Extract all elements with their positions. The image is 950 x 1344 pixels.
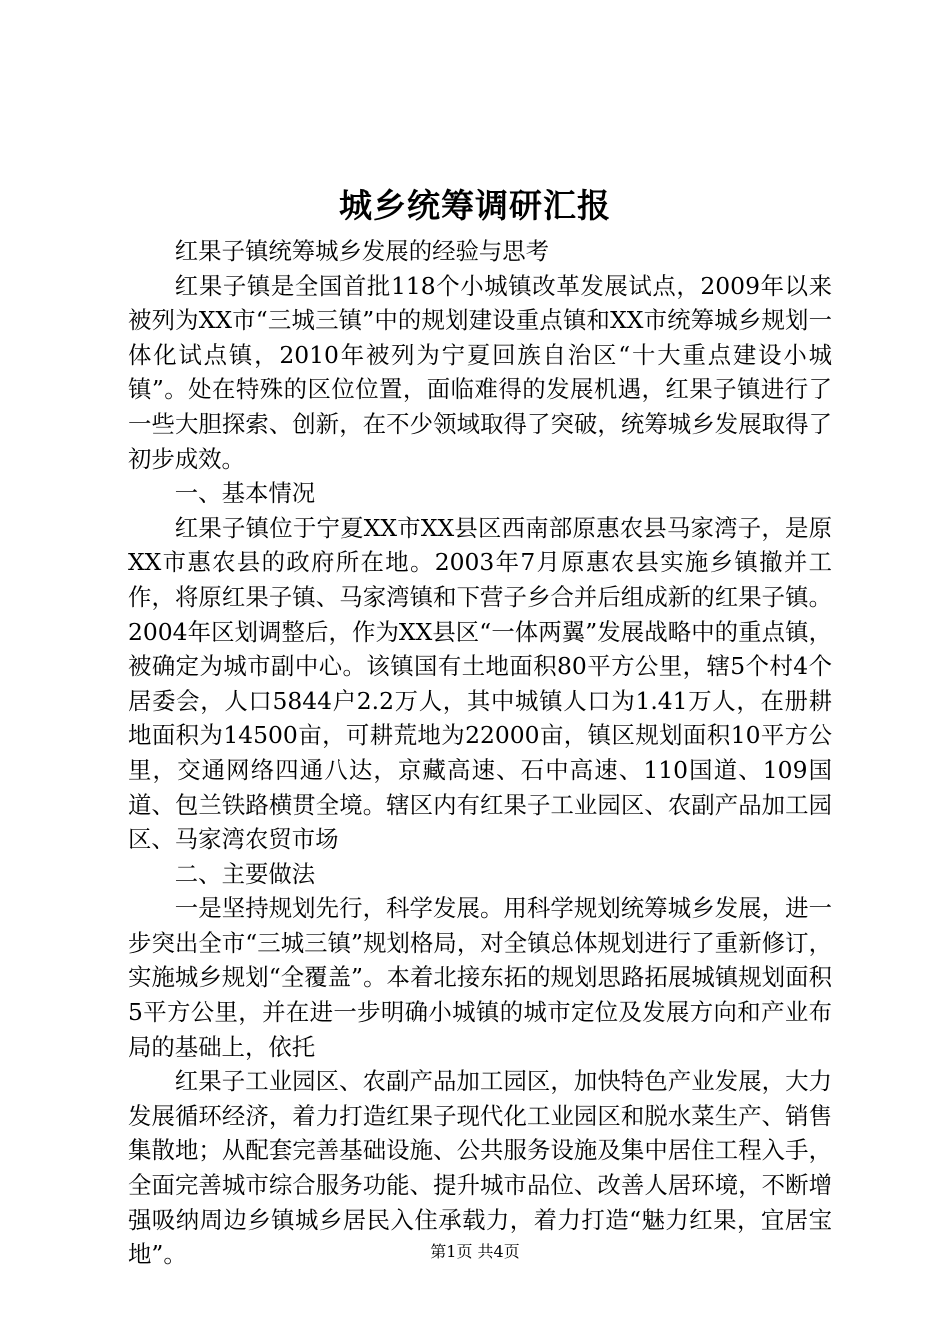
intro-paragraph: 红果子镇是全国首批118个小城镇改革发展试点，2009年以来被列为XX市“三城三镇”中的规划建设重点镇和XX市统筹城乡规划一体化试点镇，2010年被列为宁夏回族自治区“十大重点建设小城镇”。处在特殊的区位位置，面临难得的发展机遇，红果子镇进行了一些大胆探索、创新，在不少领域取得了突破，统筹城乡发展取得了初步成效。 xyxy=(128,271,832,473)
page-footer: 第1页 共4页 xyxy=(430,1242,520,1261)
basic-info-paragraph: 红果子镇位于宁夏XX市XX县区西南部原惠农县马家湾子，是原XX市惠农县的政府所在地。2003年7月原惠农县实施乡镇撤并工作，将原红果子镇、马家湾镇和下营子乡合并后组成新的红果子镇。2004年区划调整后，作为XX县区“一体两翼”发展战略中的重点镇，被确定为城市副中心。该镇国有土地面积80平方公里，辖5个村4个居委会，人口5844户2.2万人，其中城镇人口为1.41万人，在册耕地面积为14500亩，可耕荒地为22000亩，镇区规划面积10平方公里，交通网络四通八达，京藏高速、石中高速、110国道、109国道、包兰铁路横贯全境。辖区内有红果子工业园区、农副产品加工园区、马家湾农贸市场 xyxy=(128,513,832,854)
section-heading-practices: 二、主要做法 xyxy=(174,859,316,888)
section-heading-basic: 一、基本情况 xyxy=(174,479,316,508)
document-title: 城乡统筹调研汇报 xyxy=(339,186,611,225)
practice-paragraph-2: 红果子工业园区、农副产品加工园区，加快特色产业发展，大力发展循环经济，着力打造红果子现代化工业园区和脱水菜生产、销售集散地；从配套完善基础设施、公共服务设施及集中居住工程入手，全面完善城市综合服务功能、提升城市品位、改善人居环境，不断增强吸纳周边乡镇城乡居民入住承载力，着力打造“魅力红果，宜居宝地”。 xyxy=(128,1067,832,1269)
subtitle-paragraph: 红果子镇统筹城乡发展的经验与思考 xyxy=(174,237,550,265)
document-body xyxy=(128,234,832,1272)
practice-paragraph-1: 一是坚持规划先行，科学发展。用科学规划统筹城乡发展，进一步突出全市“三城三镇”规划格局，对全镇总体规划进行了重新修订，实施城乡规划“全覆盖”。本着北接东拓的规划思路拓展城镇规划面积5平方公里，并在进一步明确小城镇的城市定位及发展方向和产业布局的基础上，依托 xyxy=(128,894,832,1061)
